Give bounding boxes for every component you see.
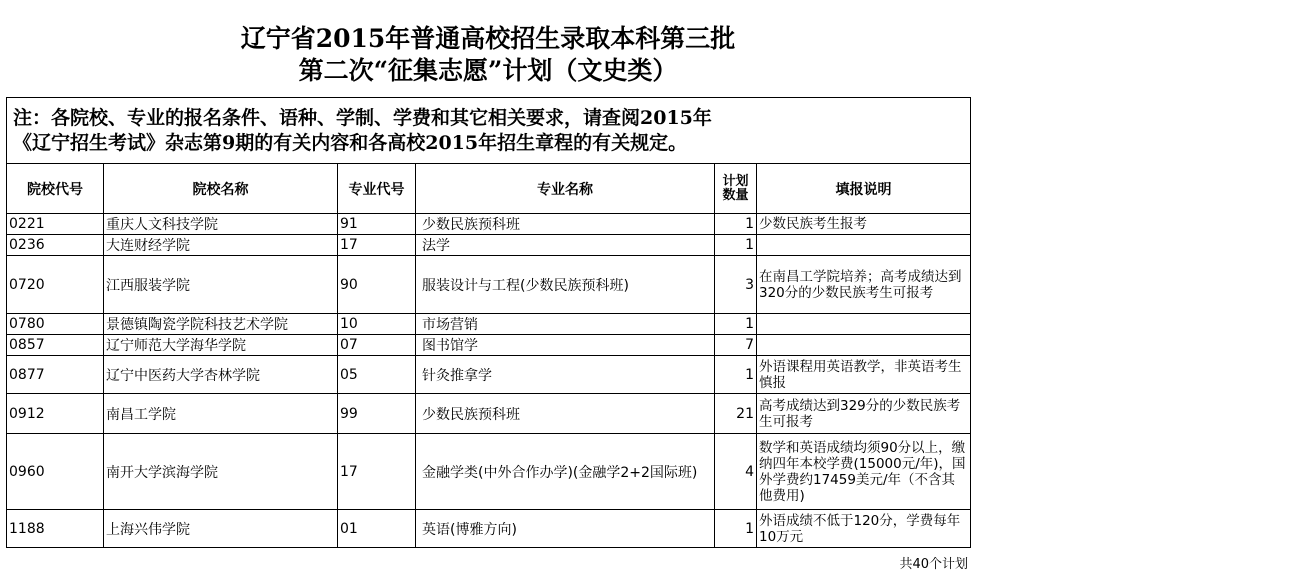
cell-major-code: 17: [338, 235, 416, 256]
header-row: [7, 164, 971, 214]
header-school-code: 院校代号: [7, 164, 104, 214]
table-row: [7, 510, 971, 548]
cell-major-name: 金融学类(中外合作办学)(金融学2+2国际班): [416, 434, 715, 510]
cell-school-name: 景德镇陶瓷学院科技艺术学院: [104, 314, 338, 335]
header-plan-qty-line1: 计划: [722, 173, 749, 189]
header-school-name: 院校名称: [104, 164, 338, 214]
note-line1: 注：各院校、专业的报名条件、语种、学制、学费和其它相关要求，请查阅2015年: [13, 106, 712, 129]
cell-plan-qty: 3: [715, 256, 757, 314]
header-plan-qty-line2: 数量: [722, 187, 749, 203]
cell-major-name: 少数民族预科班: [416, 394, 715, 434]
header-major-name: 专业名称: [416, 164, 715, 214]
cell-major-name: 服装设计与工程(少数民族预科班): [416, 256, 715, 314]
cell-major-code: 91: [338, 214, 416, 235]
cell-major-name: 英语(博雅方向): [416, 510, 715, 548]
cell-school-name: 南开大学滨海学院: [104, 434, 338, 510]
total-plan-count: 共40个计划: [899, 557, 968, 572]
cell-school-name: 大连财经学院: [104, 235, 338, 256]
table-row: [7, 356, 971, 394]
document-title-line1: 辽宁省2015年普通高校招生录取本科第三批: [240, 24, 736, 53]
cell-plan-qty: 7: [715, 335, 757, 356]
cell-major-code: 99: [338, 394, 416, 434]
cell-school-code: 0912: [7, 394, 104, 434]
cell-school-name: 辽宁中医药大学杏林学院: [104, 356, 338, 394]
table-row: [7, 434, 971, 510]
cell-school-code: 0221: [7, 214, 104, 235]
table-row: [7, 214, 971, 235]
header-remark: 填报说明: [757, 164, 971, 214]
cell-plan-qty: 1: [715, 235, 757, 256]
table-row: [7, 394, 971, 434]
document-title-line2: 第二次“征集志愿”计划（文史类）: [298, 56, 678, 85]
cell-school-name: 上海兴伟学院: [104, 510, 338, 548]
cell-plan-qty: 1: [715, 510, 757, 548]
cell-plan-qty: 1: [715, 356, 757, 394]
cell-school-name: 南昌工学院: [104, 394, 338, 434]
cell-school-code: 1188: [7, 510, 104, 548]
cell-major-code: 90: [338, 256, 416, 314]
cell-plan-qty: 1: [715, 314, 757, 335]
enrollment-plan-table: [6, 97, 971, 548]
cell-school-code: 0780: [7, 314, 104, 335]
note-cell: [7, 98, 971, 164]
cell-plan-qty: 21: [715, 394, 757, 434]
cell-school-name: 辽宁师范大学海华学院: [104, 335, 338, 356]
cell-major-code: 01: [338, 510, 416, 548]
note-row: [7, 98, 971, 164]
cell-school-code: 0857: [7, 335, 104, 356]
cell-remark: [757, 235, 971, 256]
cell-remark: 外语成绩不低于120分，学费每年10万元: [757, 510, 971, 548]
cell-plan-qty: 1: [715, 214, 757, 235]
cell-school-code: 0720: [7, 256, 104, 314]
cell-remark: 数学和英语成绩均须90分以上，缴纳四年本校学费(15000元/年)，国外学费约17459美元/年（不含其他费用): [757, 434, 971, 510]
note-line2: 《辽宁招生考试》杂志第9期的有关内容和各高校2015年招生章程的有关规定。: [13, 131, 688, 154]
cell-remark: 少数民族考生报考: [757, 214, 971, 235]
cell-school-code: 0960: [7, 434, 104, 510]
cell-school-name: 重庆人文科技学院: [104, 214, 338, 235]
table-row: [7, 335, 971, 356]
cell-major-name: 法学: [416, 235, 715, 256]
cell-major-code: 10: [338, 314, 416, 335]
table-row: [7, 314, 971, 335]
table-row: [7, 235, 971, 256]
cell-major-code: 05: [338, 356, 416, 394]
cell-plan-qty: 4: [715, 434, 757, 510]
cell-major-name: 市场营销: [416, 314, 715, 335]
cell-school-code: 0877: [7, 356, 104, 394]
cell-major-code: 07: [338, 335, 416, 356]
cell-major-code: 17: [338, 434, 416, 510]
cell-remark: [757, 314, 971, 335]
cell-school-code: 0236: [7, 235, 104, 256]
header-plan-qty: [715, 164, 757, 214]
cell-remark: 高考成绩达到329分的少数民族考生可报考: [757, 394, 971, 434]
cell-remark: [757, 335, 971, 356]
header-major-code: 专业代号: [338, 164, 416, 214]
cell-major-name: 少数民族预科班: [416, 214, 715, 235]
cell-remark: 在南昌工学院培养；高考成绩达到320分的少数民族考生可报考: [757, 256, 971, 314]
table-row: [7, 256, 971, 314]
cell-remark: 外语课程用英语教学，非英语考生慎报: [757, 356, 971, 394]
cell-school-name: 江西服装学院: [104, 256, 338, 314]
cell-major-name: 图书馆学: [416, 335, 715, 356]
cell-major-name: 针灸推拿学: [416, 356, 715, 394]
